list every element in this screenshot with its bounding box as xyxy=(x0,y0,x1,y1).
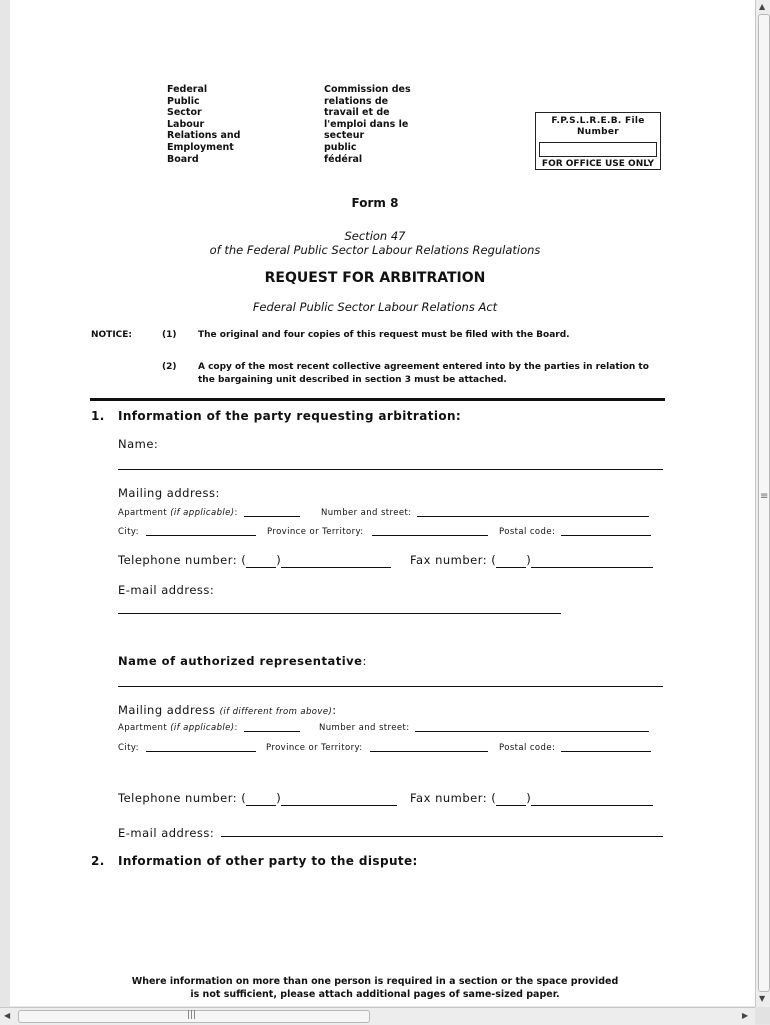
rep-province-label: Province or Territory: xyxy=(266,743,363,753)
name-label: Name: xyxy=(118,437,159,451)
scroll-down-arrow-icon[interactable]: ▼ xyxy=(759,994,766,1003)
section-heading: Information of the party requesting arbitration: xyxy=(118,409,462,423)
rep-mailing-text: Mailing address xyxy=(118,703,216,717)
city-text: City: xyxy=(118,743,139,753)
org-line: Labour xyxy=(167,118,205,130)
fax-label: Fax number: ( xyxy=(410,791,497,805)
postal-code-label: Postal code: xyxy=(499,527,556,537)
notice-text: A copy of the most recent collective agreement entered into by the parties in relation to xyxy=(198,362,649,372)
org-line: Employment xyxy=(167,141,234,153)
rep-mailing-label: Mailing address (if different from above): xyxy=(118,703,337,717)
vertical-scrollbar[interactable] xyxy=(755,0,770,1007)
file-box-title: F.P.S.L.R.E.B. File xyxy=(551,116,645,126)
form-number: Form 8 xyxy=(351,196,399,210)
file-number-input[interactable] xyxy=(539,142,657,157)
apartment-label: Apartment (if applicable): xyxy=(118,508,238,518)
email-field[interactable] xyxy=(118,613,561,614)
section-reference: Section 47 xyxy=(344,229,406,243)
rep-city-field[interactable] xyxy=(146,751,256,752)
page-title: REQUEST FOR ARBITRATION xyxy=(264,270,486,286)
org-line: Commission des xyxy=(324,84,411,95)
file-number-box xyxy=(535,112,661,170)
act-name: Federal Public Sector Labour Relations Act xyxy=(252,300,498,314)
telephone-area-code-field[interactable] xyxy=(246,553,276,568)
apartment-text: Apartment xyxy=(118,723,168,733)
footer-note xyxy=(90,975,660,1001)
rep-email-label: E-mail address: xyxy=(118,826,215,840)
telephone-row: Telephone number: ( ) xyxy=(118,553,391,568)
email-label: E-mail address: xyxy=(118,583,215,597)
section-number: 1. xyxy=(91,409,105,423)
grip-icon: ||| xyxy=(187,1010,197,1020)
vertical-scroll-thumb[interactable] xyxy=(758,14,770,992)
notice-number: (2) xyxy=(162,362,177,372)
city-label xyxy=(118,527,139,537)
rep-street-label: Number and street: xyxy=(319,723,410,733)
notice-label: NOTICE: xyxy=(91,330,133,340)
scroll-up-arrow-icon[interactable]: ▲ xyxy=(759,2,766,11)
footer-line: is not sufficient, please attach additional pages of same-sized paper. xyxy=(190,989,560,1000)
rep-fax-row: Fax number: ( ) xyxy=(410,791,653,806)
notice-text: the bargaining unit described in section 3 must be attached. xyxy=(198,375,507,385)
postal-code-field[interactable] xyxy=(561,535,651,536)
rep-street-field[interactable] xyxy=(415,731,649,732)
fax-field[interactable] xyxy=(531,553,653,568)
apartment-field[interactable] xyxy=(244,516,300,517)
org-line: relations de xyxy=(324,95,389,107)
section-number: 2. xyxy=(91,854,105,868)
notice-text: The original and four copies of this request must be filed with the Board. xyxy=(198,330,570,340)
org-line: public xyxy=(324,141,357,153)
horizontal-scrollbar[interactable] xyxy=(0,1007,755,1025)
rep-postal-field[interactable] xyxy=(561,751,651,752)
org-line: Sector xyxy=(167,107,202,119)
rep-city-label xyxy=(118,743,139,753)
scroll-right-arrow-icon[interactable]: ▶ xyxy=(742,1011,749,1020)
telephone-field[interactable] xyxy=(281,553,391,568)
name-field[interactable] xyxy=(118,469,663,470)
section-heading: Information of other party to the dispute: xyxy=(118,854,418,868)
scroll-left-arrow-icon[interactable]: ◀ xyxy=(4,1011,11,1020)
horizontal-scroll-thumb[interactable] xyxy=(18,1010,370,1023)
form-page xyxy=(10,0,755,1006)
org-line: Public xyxy=(167,95,200,107)
org-line: Board xyxy=(167,153,199,165)
org-line: fédéral xyxy=(324,153,363,165)
city-field[interactable] xyxy=(146,535,256,536)
representative-name-field[interactable] xyxy=(118,686,663,687)
fax-label: Fax number: ( xyxy=(410,553,497,567)
apartment-text: Apartment xyxy=(118,508,168,518)
section-divider xyxy=(90,398,665,401)
if-applicable-note: (if applicable) xyxy=(170,508,235,518)
rep-fax-area-code-field[interactable] xyxy=(496,791,526,806)
telephone-label: Telephone number: ( xyxy=(118,553,247,567)
city-text: City: xyxy=(118,527,139,537)
fax-area-code-field[interactable] xyxy=(496,553,526,568)
org-line: secteur xyxy=(324,130,365,142)
scrollbar-corner xyxy=(755,1007,770,1024)
if-applicable-note: (if applicable) xyxy=(170,723,235,733)
street-label: Number and street: xyxy=(321,508,412,518)
rep-province-field[interactable] xyxy=(370,751,488,752)
org-line: l'emploi dans le xyxy=(324,118,409,130)
rep-email-field[interactable] xyxy=(221,836,663,837)
mailing-address-label: Mailing address: xyxy=(118,486,220,500)
org-line: travail et de xyxy=(324,107,390,119)
rep-telephone-area-code-field[interactable] xyxy=(246,791,276,806)
if-different-note: (if different from above) xyxy=(219,707,333,717)
org-line: Relations and xyxy=(167,130,241,142)
fax-row: Fax number: ( ) xyxy=(410,553,653,568)
street-field[interactable] xyxy=(417,516,649,517)
grip-icon: ≡ xyxy=(760,491,769,502)
footer-line: Where information on more than one person is required in a section or the space provided xyxy=(131,976,619,987)
rep-apartment-field[interactable] xyxy=(244,731,300,732)
province-label: Province or Territory: xyxy=(267,527,364,537)
telephone-label: Telephone number: ( xyxy=(118,791,247,805)
english-org-name xyxy=(167,84,240,165)
rep-fax-field[interactable] xyxy=(531,791,653,806)
rep-apartment-label: Apartment (if applicable): xyxy=(118,723,238,733)
regulations-reference: of the Federal Public Sector Labour Relations Regulations xyxy=(209,243,541,257)
org-line: Federal xyxy=(167,84,208,95)
rep-postal-label: Postal code: xyxy=(499,743,556,753)
rep-telephone-row: Telephone number: ( ) xyxy=(118,791,397,806)
notice-number: (1) xyxy=(162,330,177,340)
rep-telephone-field[interactable] xyxy=(281,791,397,806)
french-org-name xyxy=(324,84,411,165)
representative-heading: Name of authorized representative: xyxy=(118,654,367,668)
file-box-title: Number xyxy=(576,127,620,137)
office-use-label: FOR OFFICE USE ONLY xyxy=(541,159,655,169)
province-field[interactable] xyxy=(372,535,488,536)
representative-heading-text: Name of authorized representative xyxy=(118,654,363,668)
